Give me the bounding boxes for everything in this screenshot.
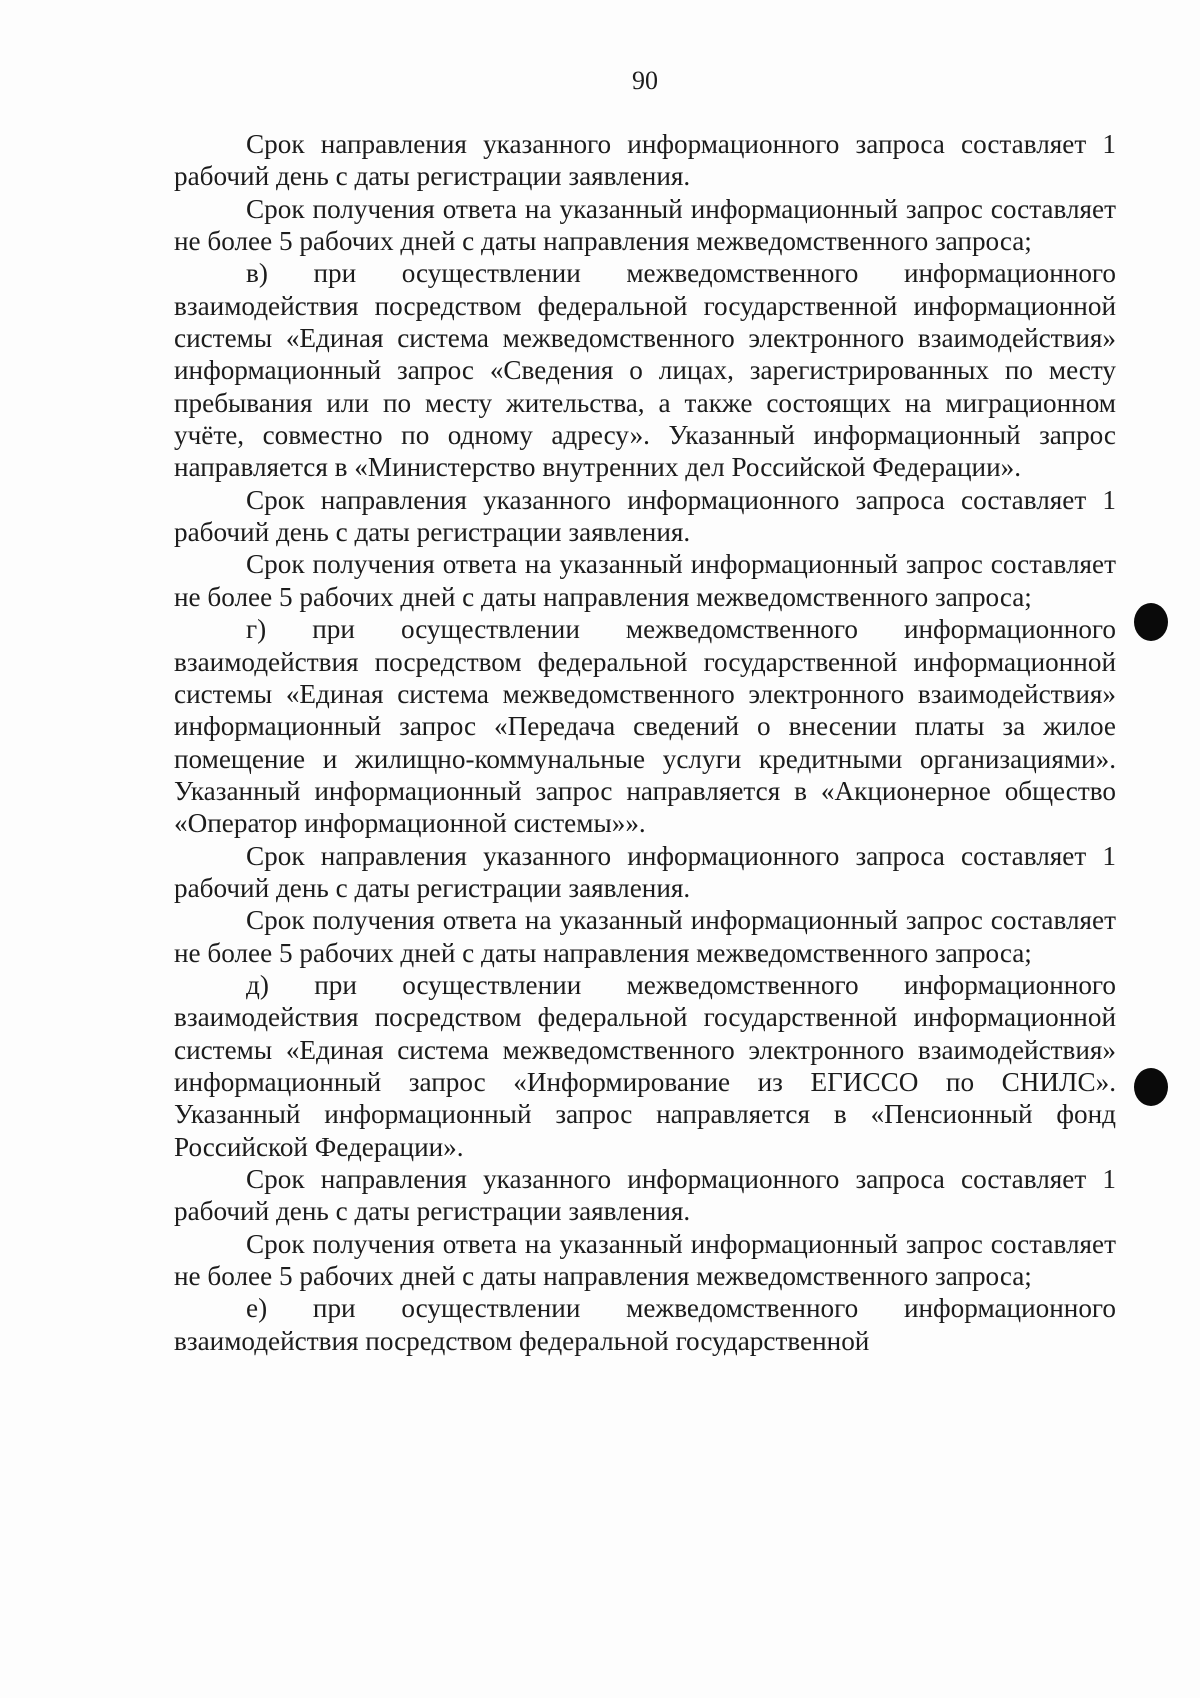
punch-hole-mark: [1134, 1068, 1168, 1106]
paragraph-request-deadline: Срок направления указанного информационного запроса составляет 1 рабочий день с даты регистрации заявления.: [174, 1164, 1116, 1227]
paragraph-response-deadline: Срок получения ответа на указанный информационный запрос составляет не более 5 рабочих дней с даты направления межведомственного запроса;: [174, 1228, 1116, 1292]
document-body: [174, 128, 1116, 1357]
paragraph-response-deadline: Срок получения ответа на указанный информационный запрос составляет не более 5 рабочих дней с даты направления межведомственного запроса;: [174, 905, 1116, 968]
paragraph-response-deadline: Срок получения ответа на указанный информационный запрос составляет не более 5 рабочих дней с даты направления межведомственного запроса;: [174, 549, 1116, 612]
paragraph-response-deadline: Срок получения ответа на указанный информационный запрос составляет не более 5 рабочих дней с даты направления межведомственного запроса;: [174, 193, 1116, 257]
paragraph-request-deadline: Срок направления указанного информационного запроса составляет 1 рабочий день с даты регистрации заявления.: [174, 484, 1116, 548]
paragraph-item-v: в) при осуществлении межведомственного информационного взаимодействия посредством федеральной государственной информационной системы «Единая система межведомственного электронного взаимодействия» информационный запрос «Сведения о лицах, зарегистрированных по месту пребывания или по месту жительства, а также состоящих на миграционном учёте, совместно по одному адресу». Указанный информационный запрос направляется в «Министерство внутренних дел Российской Федерации».: [174, 258, 1116, 483]
paragraph-request-deadline: Срок направления указанного информационного запроса составляет 1 рабочий день с даты регистрации заявления.: [174, 129, 1116, 192]
paragraph-item-e: е) при осуществлении межведомственного информационного взаимодействия посредством федеральной государственной: [174, 1293, 1116, 1356]
paragraph-item-g: г) при осуществлении межведомственного информационного взаимодействия посредством федеральной государственной информационной системы «Единая система межведомственного электронного взаимодействия» информационный запрос «Передача сведений о внесении платы за жилое помещение и жилищно-коммунальные услуги кредитными организациями». Указанный информационный запрос направляется в «Акционерное общество «Оператор информационной системы»».: [174, 614, 1116, 839]
page-number: 90: [632, 66, 658, 95]
paragraph-request-deadline: Срок направления указанного информационного запроса составляет 1 рабочий день с даты регистрации заявления.: [174, 840, 1116, 903]
paragraph-item-d: д) при осуществлении межведомственного информационного взаимодействия посредством федеральной государственной информационной системы «Единая система межведомственного электронного взаимодействия» информационный запрос «Информирование из ЕГИССО по СНИЛС». Указанный информационный запрос направляется в «Пенсионный фонд Российской Федерации».: [174, 969, 1116, 1162]
punch-hole-mark: [1134, 603, 1168, 641]
